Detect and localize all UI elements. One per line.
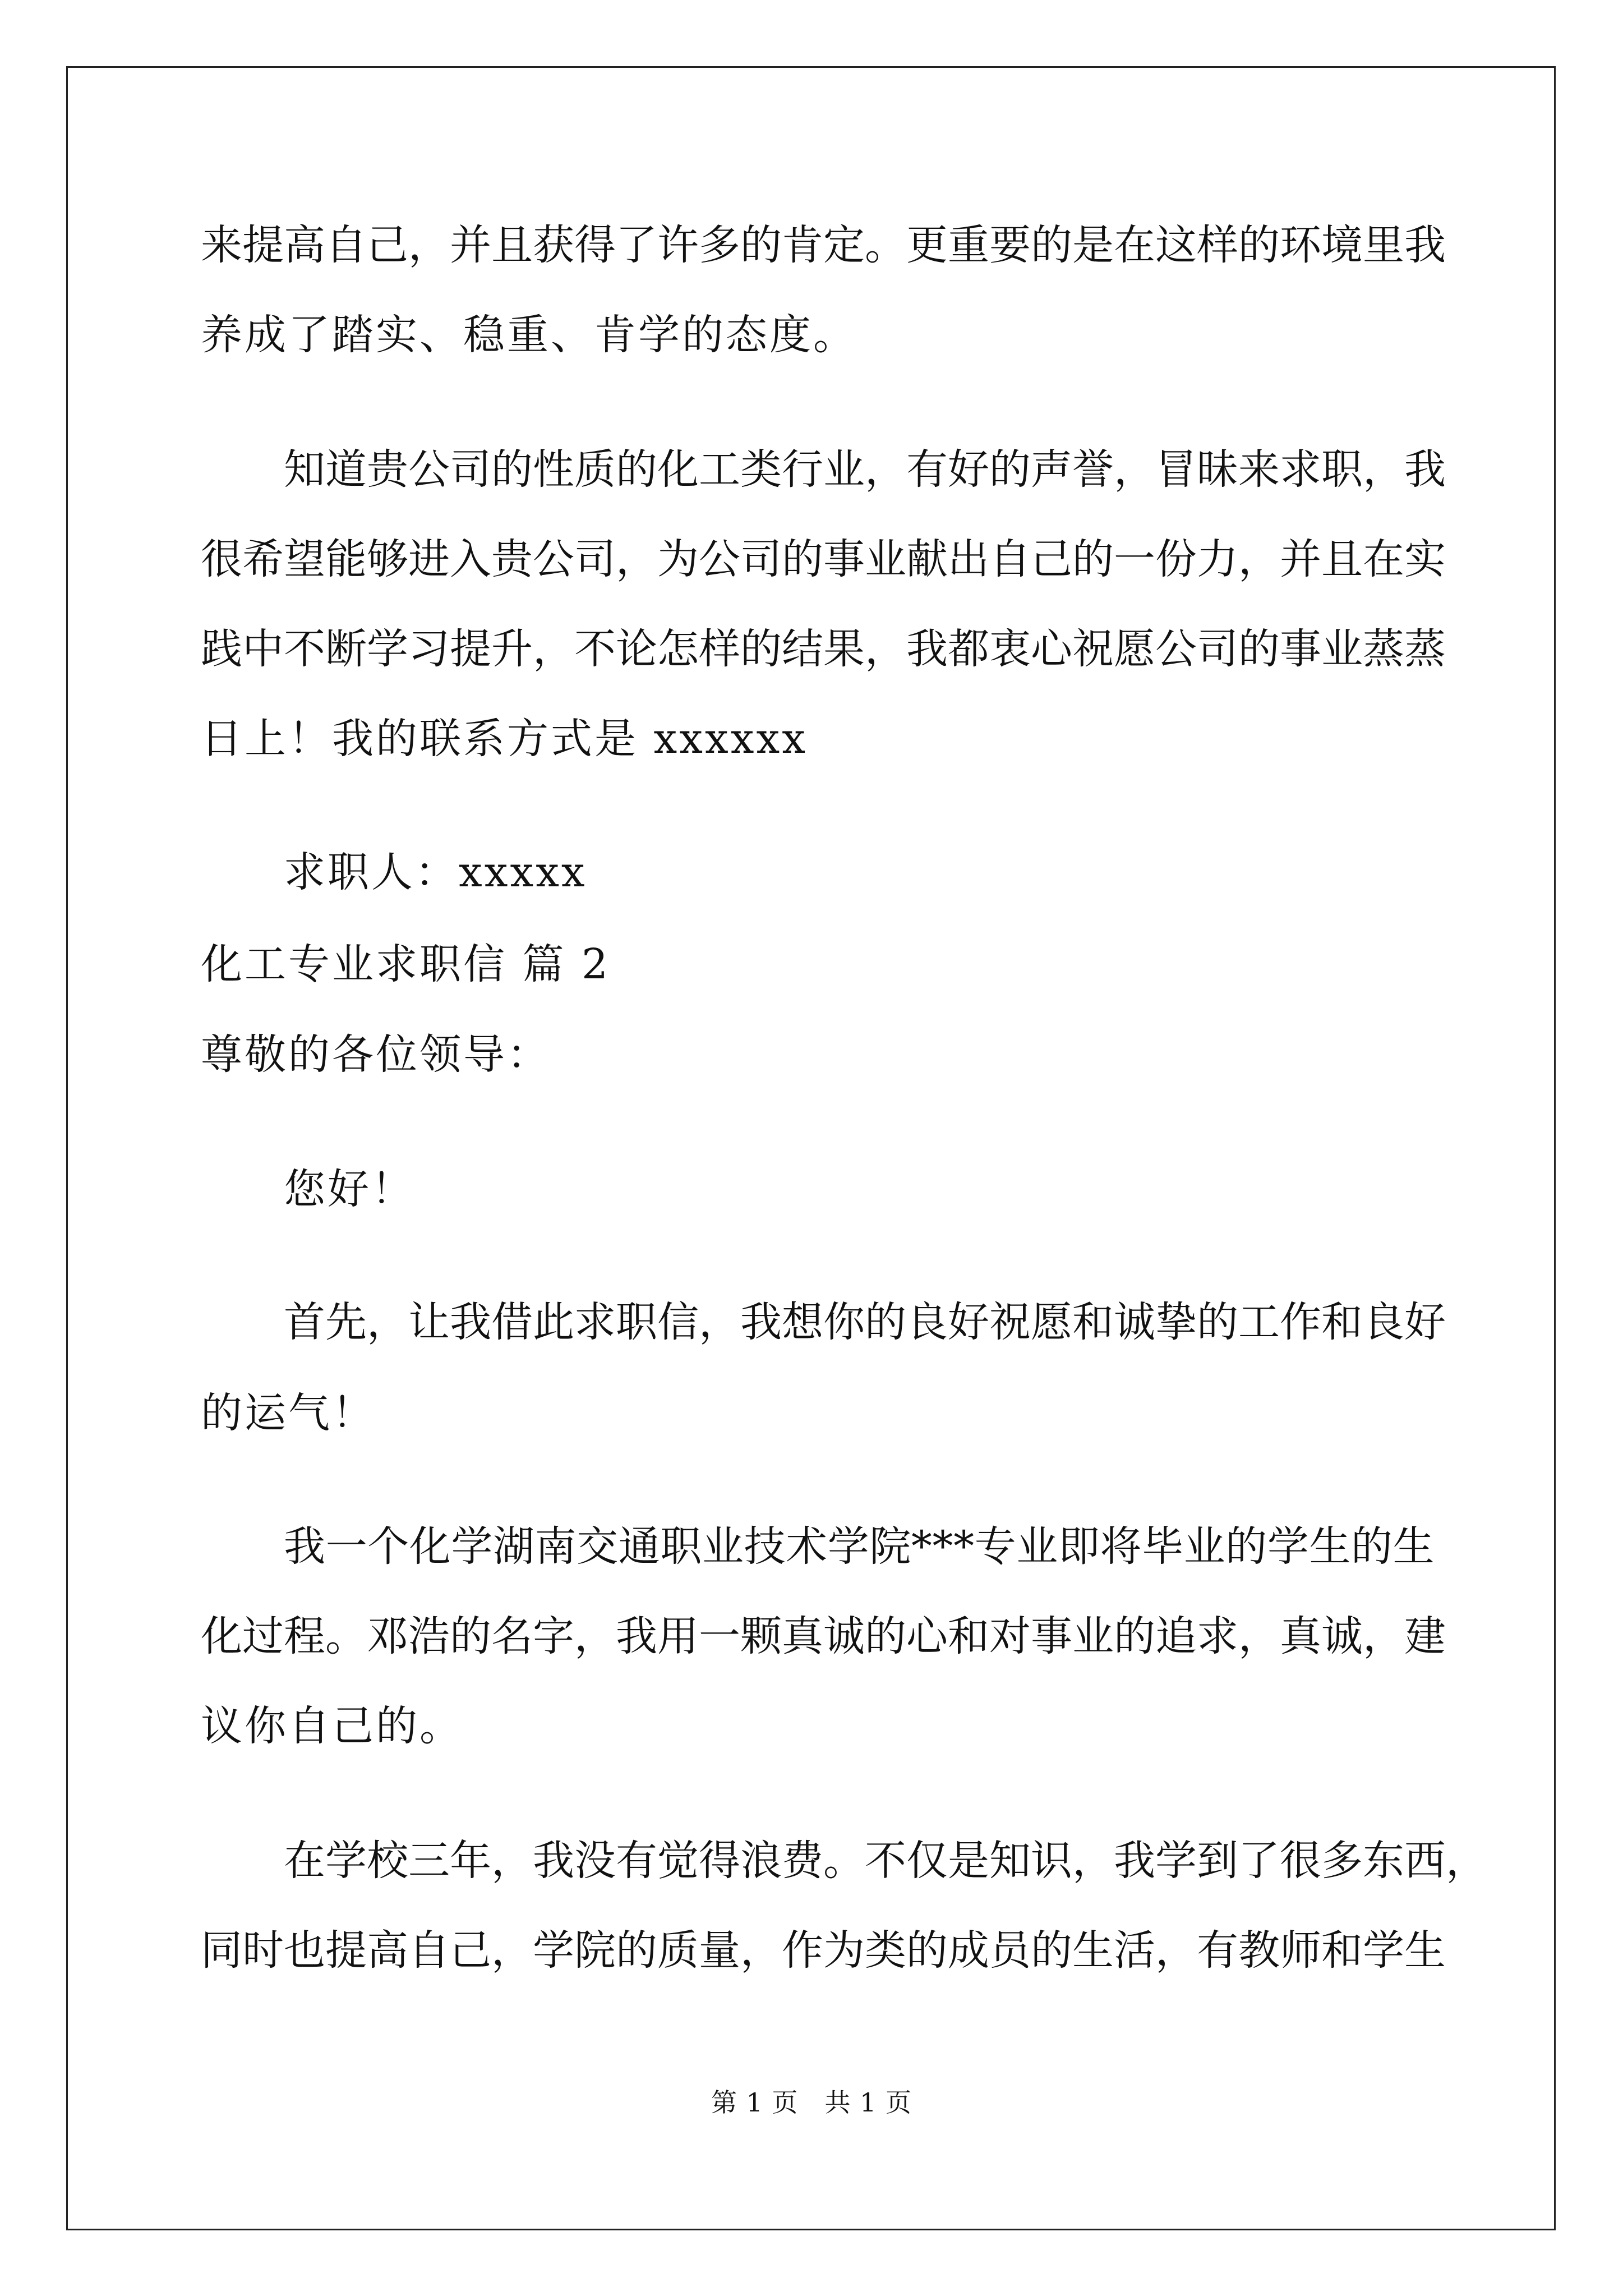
text-line: 首 先 ， 让 我 借 此 求 职 信 ， 我 想 你 的 良 好 祝 愿 和 诚 挚 的 工 作 和 良 好 [284,1298,1446,1346]
text-line: 践 中 不 断 学 习 提 升 ， 不 论 怎 样 的 结 果 ， 我 都 衷 心 祝 愿 公 司 的 事 业 蒸 蒸 [201,625,1446,673]
text-line: 来 提 高 自 己 ， 并 且 获 得 了 许 多 的 肯 定 。 更 重 要 的 是 在 这 样 的 环 境 里 我 [201,221,1446,269]
text-line: 化工专业求职信 篇 2 [201,940,611,988]
text-line: 养成了踏实、稳重、肯学的态度。 [201,311,857,359]
page-border [66,66,1556,2230]
text-line: 我 一 个 化 学 湖 南 交 通 职 业 技 术 学 院 * * * 专 业 即 将 毕 业 的 学 生 的 生 [284,1522,1435,1571]
text-line: 尊敬的各位领导： [201,1030,551,1079]
text-line: 化 过 程 。 邓 浩 的 名 字 ， 我 用 一 颗 真 诚 的 心 和 对 事 业 的 追 求 ， 真 诚 ， 建 [201,1612,1446,1660]
text-line: 您好！ [284,1165,415,1213]
text-line: 议你自己的。 [201,1702,463,1750]
text-line: 在 学 校 三 年 ， 我 没 有 觉 得 浪 费 。 不 仅 是 知 识 ， 我 学 到 了 很 多 东 西 ， [284,1837,1487,1885]
text-line: 的运气！ [201,1389,376,1437]
text-line: 日上！我的联系方式是 xxxxxx [201,715,808,763]
text-line: 同 时 也 提 高 自 己 ， 学 院 的 质 量 ， 作 为 类 的 成 员 的 生 活 ， 有 教 师 和 学 生 [201,1926,1446,1975]
text-line: 知 道 贵 公 司 的 性 质 的 化 工 类 行 业 ， 有 好 的 声 誉 ， 冒 昧 来 求 职 ， 我 [284,445,1446,494]
page-footer: 第 1 页 共 1 页 [711,2087,912,2118]
text-line: 求职人：xxxxx [284,848,587,896]
text-line: 很 希 望 能 够 进 入 贵 公 司 ， 为 公 司 的 事 业 献 出 自 己 的 一 份 力 ， 并 且 在 实 [201,535,1446,583]
